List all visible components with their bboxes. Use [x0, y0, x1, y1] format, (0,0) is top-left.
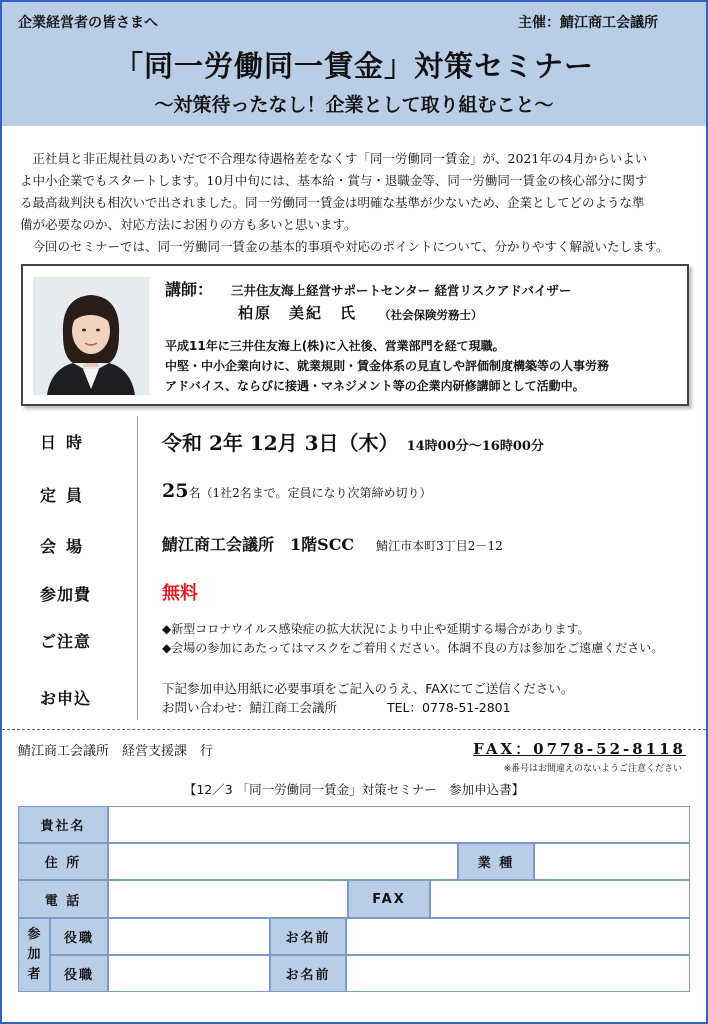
cut-line: [2, 729, 706, 730]
date-value: [162, 427, 544, 456]
fax-caution: ※番号はお間違えのないようご注意ください: [503, 764, 682, 774]
venue-name: 鯖江商工会議所 1階SCC: [162, 535, 355, 554]
venue-value: [162, 532, 503, 555]
apply-instruction: 下記参加申込用紙に必要事項をご記入のうえ、FAXにてご送信ください。: [162, 681, 574, 696]
capacity-value: [162, 480, 432, 502]
apply-info: [162, 679, 573, 717]
lecturer-role: 講師：: [165, 280, 214, 299]
fax-recipient: 鯖江商工会議所 経営支援課 行: [18, 744, 214, 759]
fax-number: FAX：0778-52-8118: [473, 740, 686, 758]
participant-char: 参: [27, 927, 41, 942]
name-field-2[interactable]: [346, 955, 690, 992]
address-label: 住 所: [18, 843, 108, 880]
header-banner: [2, 2, 706, 126]
note-item: ◆新型コロナウイルス感染症の拡大状況により中止や延期する場合があります。: [162, 622, 590, 636]
position-label: 役職: [50, 918, 108, 955]
phone-field[interactable]: [108, 880, 348, 918]
details-divider: [137, 416, 138, 720]
fax-label: FAX: [348, 880, 430, 918]
bio-line: 中堅・中小企業向けに、就業規則・賃金体系の見直しや評価制度構築等の人事労務: [165, 359, 610, 373]
venue-address: 鯖江市本町3丁目2－12: [376, 539, 503, 553]
bio-line: 平成11年に三井住友海上(株)に入社後、営業部門を経て現職。: [165, 339, 505, 353]
application-form: [18, 806, 690, 992]
audience-label: 企業経営者の皆さまへ: [18, 15, 158, 31]
intro-line: よ中小企業でもスタートします。10月中旬には、基本給・賞与・退職金等、同一労働同一賃金の核心部分に関す: [20, 173, 648, 188]
portrait-image: [33, 277, 149, 395]
address-field[interactable]: [108, 843, 458, 880]
intro-line: 正社員と非正規社員のあいだで不合理な待遇格差をなくす「同一労働同一賃金」が、2021年の4月からいよい: [32, 151, 648, 166]
participant-label: [18, 918, 50, 992]
name-label: お名前: [270, 918, 346, 955]
industry-label: 業 種: [458, 843, 534, 880]
position-label: 役職: [50, 955, 108, 992]
notes-list: [162, 620, 663, 658]
organizer-label: 主催：鯖江商工会議所: [518, 15, 658, 31]
bio-line: アドバイス、ならびに接遇・マネジメント等の企業内研修講師として活動中。: [165, 379, 585, 393]
lecturer-qualification: （社会保険労務士）: [379, 308, 483, 322]
company-field[interactable]: [108, 806, 690, 843]
date-label: 日時: [40, 433, 93, 452]
position-field-1[interactable]: [108, 918, 270, 955]
fee-label: 参加費: [40, 585, 92, 604]
intro-line: 今回のセミナーでは、同一労働同一賃金の基本的事項や対応のポイントについて、分かりやすく解説いたします。: [32, 239, 669, 254]
fax-field[interactable]: [430, 880, 690, 918]
company-label: 貴社名: [18, 806, 108, 843]
name-field-1[interactable]: [346, 918, 690, 955]
notes-label: ご注意: [40, 632, 92, 651]
capacity-label: 定員: [40, 486, 93, 505]
note-item: ◆会場の参加にあたってはマスクをご着用ください。体調不良の方は参加をご遠慮ください。: [162, 641, 664, 655]
lecturer-box: [21, 264, 689, 406]
lecturer-name: 柏原 美紀 氏: [238, 304, 358, 322]
intro-line: る最高裁判決も相次いで出されました。同一労働同一賃金は明確な基準が少ないため、企業としてどのような準: [20, 195, 645, 210]
name-label: お名前: [270, 955, 346, 992]
intro-text: [20, 148, 696, 258]
participant-char: 加: [27, 947, 41, 962]
participant-char: 者: [27, 967, 41, 982]
capacity-number: 25: [162, 480, 189, 502]
phone-label: 電 話: [18, 880, 108, 918]
intro-line: 備が必要なのか、対応方法にお困りの方も多いと思います。: [20, 217, 357, 232]
capacity-note: 名（1社2名まで。定員になり次第締め切り）: [188, 486, 432, 500]
apply-label: お申込: [40, 689, 92, 708]
position-field-2[interactable]: [108, 955, 270, 992]
form-title: 【12／3 「同一労働同一賃金」対策セミナー 参加申込書】: [183, 782, 525, 797]
fee-value: 無料: [162, 583, 198, 604]
lecturer-photo: [33, 277, 149, 395]
lecturer-bio: [165, 336, 680, 396]
contact-info: お問い合わせ：鯖江商工会議所 TEL：0778-51-2801: [162, 700, 511, 715]
seminar-title: 「同一労働同一賃金」対策セミナー: [113, 49, 594, 83]
lecturer-organization: 三井住友海上経営サポートセンター 経営リスクアドバイザー: [231, 283, 572, 298]
date-text: 令和 2年 12月 3日（木）: [162, 431, 399, 455]
seminar-subtitle: ～対策待ったなし！企業として取り組むこと～: [154, 94, 554, 116]
venue-label: 会場: [40, 537, 93, 556]
time-text: 14時00分～16時00分: [406, 439, 544, 454]
industry-field[interactable]: [534, 843, 690, 880]
